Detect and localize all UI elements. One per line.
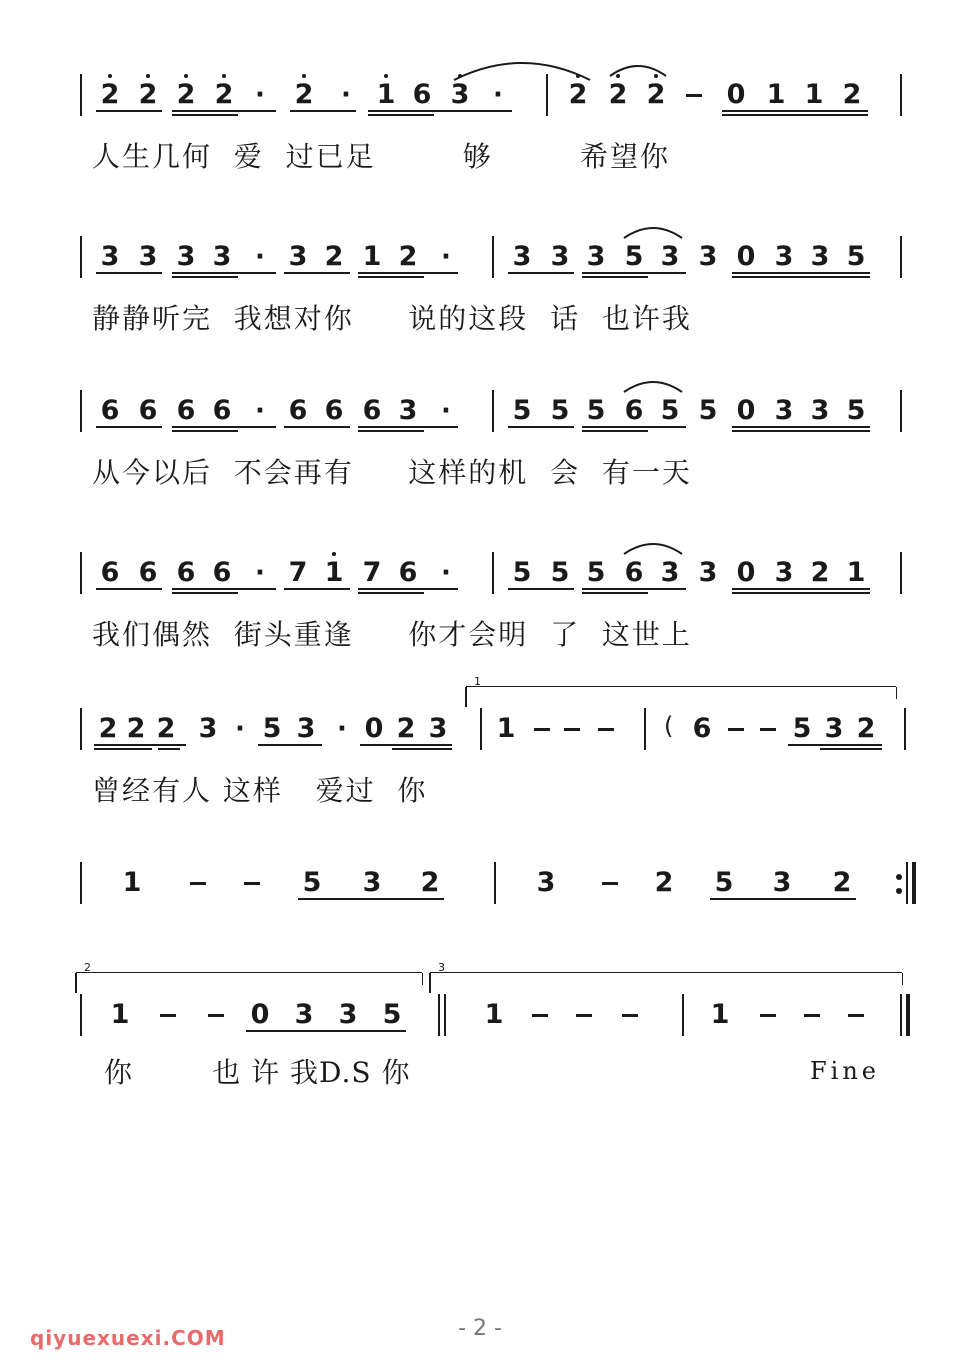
underline bbox=[358, 592, 424, 594]
volta-hook bbox=[422, 973, 424, 985]
note: 0 bbox=[736, 241, 756, 272]
note: 1 bbox=[362, 241, 382, 272]
dash bbox=[602, 882, 618, 885]
note: 0 bbox=[364, 713, 384, 744]
note: 3 bbox=[296, 713, 316, 744]
octave-dot bbox=[108, 74, 112, 78]
underline bbox=[710, 898, 856, 900]
volta-hook bbox=[75, 973, 77, 993]
lyrics-row-5: 曾经有人 这样 爱过 你 bbox=[92, 774, 428, 807]
note: 5 bbox=[846, 395, 866, 426]
barline bbox=[80, 862, 82, 904]
aug-dot: · bbox=[255, 242, 265, 272]
note: 3 bbox=[212, 241, 232, 272]
underline bbox=[284, 426, 350, 428]
note: 3 bbox=[774, 395, 794, 426]
underline bbox=[284, 272, 350, 274]
note: 1 bbox=[324, 557, 344, 588]
underline bbox=[368, 114, 434, 116]
barline bbox=[900, 552, 902, 594]
underline bbox=[284, 588, 350, 590]
note: 2 bbox=[396, 713, 416, 744]
note: 3 bbox=[586, 241, 606, 272]
note: 0 bbox=[736, 395, 756, 426]
note: 5 bbox=[624, 241, 644, 272]
underline bbox=[732, 272, 870, 274]
note: 6 bbox=[212, 557, 232, 588]
note: 2 bbox=[420, 867, 440, 898]
note: 2 bbox=[856, 713, 876, 744]
note: 2 bbox=[832, 867, 852, 898]
dash bbox=[532, 1014, 548, 1017]
note: 0 bbox=[726, 79, 746, 110]
barline bbox=[80, 708, 82, 750]
underline bbox=[290, 110, 356, 112]
underline bbox=[358, 272, 458, 274]
note: 6 bbox=[138, 395, 158, 426]
underline bbox=[96, 426, 162, 428]
open-paren: ( bbox=[664, 712, 674, 740]
note: 3 bbox=[100, 241, 120, 272]
repeat-dot bbox=[896, 888, 902, 894]
note: 5 bbox=[586, 557, 606, 588]
underline bbox=[298, 898, 444, 900]
barline bbox=[492, 552, 494, 594]
octave-dot bbox=[332, 552, 336, 556]
barline bbox=[900, 74, 902, 116]
note: 2 bbox=[608, 79, 628, 110]
underline bbox=[246, 1030, 406, 1032]
note: 5 bbox=[550, 395, 570, 426]
note: 2 bbox=[810, 557, 830, 588]
underline bbox=[358, 588, 458, 590]
note: 1 bbox=[376, 79, 396, 110]
dash bbox=[208, 1014, 224, 1017]
underline bbox=[358, 430, 424, 432]
note: 3 bbox=[660, 241, 680, 272]
note: 1 bbox=[804, 79, 824, 110]
aug-dot: · bbox=[255, 396, 265, 426]
repeat-dot bbox=[896, 874, 902, 880]
underline bbox=[508, 426, 574, 428]
note: 6 bbox=[176, 557, 196, 588]
note: 3 bbox=[698, 241, 718, 272]
barline bbox=[546, 74, 548, 116]
barline bbox=[900, 994, 902, 1036]
dash bbox=[598, 728, 614, 731]
note: 5 bbox=[550, 557, 570, 588]
note: 1 bbox=[484, 999, 504, 1030]
barline-thick bbox=[912, 862, 916, 904]
note: 2 bbox=[294, 79, 314, 110]
note: 2 bbox=[176, 79, 196, 110]
lyrics-row-4: 我们偶然 街头重逢 你才会明 了 这世上 bbox=[92, 618, 692, 651]
underline bbox=[732, 426, 870, 428]
note: 3 bbox=[810, 395, 830, 426]
barline bbox=[900, 390, 902, 432]
volta-hook bbox=[465, 687, 467, 707]
volta-number: 3 bbox=[438, 961, 445, 974]
note: 3 bbox=[450, 79, 470, 110]
dash bbox=[760, 728, 776, 731]
lyrics-row-7: 你 也 许 我D.S 你 bbox=[104, 1056, 411, 1089]
octave-dot bbox=[576, 74, 580, 78]
note: 5 bbox=[846, 241, 866, 272]
fine-marking: Fine bbox=[810, 1057, 880, 1085]
underline bbox=[358, 426, 458, 428]
barline bbox=[80, 552, 82, 594]
octave-dot bbox=[184, 74, 188, 78]
note: 5 bbox=[660, 395, 680, 426]
note: 1 bbox=[122, 867, 142, 898]
note: 5 bbox=[512, 557, 532, 588]
note: 3 bbox=[774, 557, 794, 588]
note: 3 bbox=[774, 241, 794, 272]
underline bbox=[582, 276, 648, 278]
note: 3 bbox=[772, 867, 792, 898]
note: 6 bbox=[138, 557, 158, 588]
note: 6 bbox=[100, 557, 120, 588]
underline bbox=[582, 588, 686, 590]
octave-dot bbox=[146, 74, 150, 78]
note: 3 bbox=[138, 241, 158, 272]
underline bbox=[446, 110, 512, 112]
page-number: - 2 - bbox=[458, 1316, 502, 1341]
note: 1 bbox=[846, 557, 866, 588]
note: 2 bbox=[398, 241, 418, 272]
aug-dot: · bbox=[235, 714, 245, 744]
note: 2 bbox=[324, 241, 344, 272]
note: 6 bbox=[692, 713, 712, 744]
aug-dot: · bbox=[255, 80, 265, 110]
barline-thick bbox=[906, 994, 910, 1036]
note: 2 bbox=[156, 713, 176, 744]
note: 6 bbox=[362, 395, 382, 426]
volta-number: 1 bbox=[474, 675, 481, 688]
note: 6 bbox=[288, 395, 308, 426]
note: 2 bbox=[646, 79, 666, 110]
barline bbox=[80, 74, 82, 116]
note: 6 bbox=[624, 395, 644, 426]
barline bbox=[644, 708, 646, 750]
barline bbox=[438, 994, 440, 1036]
note: 3 bbox=[288, 241, 308, 272]
note: 3 bbox=[824, 713, 844, 744]
underline bbox=[96, 272, 162, 274]
dash bbox=[576, 1014, 592, 1017]
tie-arc bbox=[622, 376, 684, 396]
tie-arc bbox=[608, 60, 668, 80]
note: 3 bbox=[428, 713, 448, 744]
dash bbox=[564, 728, 580, 731]
underline bbox=[788, 744, 882, 746]
lyrics-row-1: 人生几何 爱 过已足 够 希望你 bbox=[92, 140, 671, 173]
underline bbox=[172, 430, 238, 432]
site-watermark: qiyuexuexi.COM bbox=[30, 1326, 226, 1350]
underline bbox=[172, 426, 276, 428]
underline bbox=[172, 272, 276, 274]
underline bbox=[508, 588, 574, 590]
note: 2 bbox=[138, 79, 158, 110]
note: 3 bbox=[550, 241, 570, 272]
note: 1 bbox=[766, 79, 786, 110]
volta-bracket-2 bbox=[76, 961, 422, 993]
underline bbox=[172, 588, 276, 590]
note: 7 bbox=[362, 557, 382, 588]
underline bbox=[732, 430, 870, 432]
note: 5 bbox=[586, 395, 606, 426]
underline bbox=[732, 592, 870, 594]
barline bbox=[492, 236, 494, 278]
barline bbox=[492, 390, 494, 432]
note: 0 bbox=[736, 557, 756, 588]
barline bbox=[682, 994, 684, 1036]
underline bbox=[582, 272, 686, 274]
volta-hook bbox=[429, 973, 431, 993]
barline bbox=[80, 994, 82, 1036]
dash bbox=[244, 882, 260, 885]
dash bbox=[534, 728, 550, 731]
underline bbox=[158, 748, 180, 750]
aug-dot: · bbox=[493, 80, 503, 110]
octave-dot bbox=[222, 74, 226, 78]
note: 6 bbox=[398, 557, 418, 588]
lyrics-row-2: 静静听完 我想对你 说的这段 话 也许我 bbox=[92, 302, 692, 335]
underline bbox=[722, 114, 868, 116]
barline bbox=[900, 236, 902, 278]
octave-dot bbox=[384, 74, 388, 78]
note: 3 bbox=[512, 241, 532, 272]
note: 5 bbox=[792, 713, 812, 744]
dash bbox=[622, 1014, 638, 1017]
note: 2 bbox=[98, 713, 118, 744]
volta-hook bbox=[902, 973, 904, 985]
underline bbox=[508, 272, 574, 274]
aug-dot: · bbox=[337, 714, 347, 744]
underline bbox=[360, 744, 452, 746]
tie-arc bbox=[622, 538, 684, 558]
underline bbox=[258, 744, 322, 746]
note: 2 bbox=[654, 867, 674, 898]
note: 1 bbox=[710, 999, 730, 1030]
barline bbox=[80, 390, 82, 432]
note: 1 bbox=[496, 713, 516, 744]
underline bbox=[358, 276, 424, 278]
underline bbox=[172, 276, 238, 278]
note: 6 bbox=[100, 395, 120, 426]
note: 3 bbox=[810, 241, 830, 272]
aug-dot: · bbox=[441, 396, 451, 426]
underline bbox=[582, 592, 648, 594]
underline bbox=[96, 110, 162, 112]
note: 2 bbox=[100, 79, 120, 110]
barline bbox=[444, 994, 446, 1036]
underline bbox=[732, 276, 870, 278]
note: 5 bbox=[714, 867, 734, 898]
dash bbox=[160, 1014, 176, 1017]
note: 3 bbox=[362, 867, 382, 898]
volta-hook bbox=[896, 687, 898, 699]
note: 2 bbox=[842, 79, 862, 110]
note: 3 bbox=[398, 395, 418, 426]
note: 3 bbox=[698, 557, 718, 588]
note: 3 bbox=[294, 999, 314, 1030]
underline bbox=[582, 430, 648, 432]
volta-number: 2 bbox=[84, 961, 91, 974]
note: 3 bbox=[536, 867, 556, 898]
underline bbox=[392, 748, 452, 750]
lyrics-row-3: 从今以后 不会再有 这样的机 会 有一天 bbox=[92, 456, 692, 489]
underline bbox=[732, 588, 870, 590]
note: 6 bbox=[176, 395, 196, 426]
volta-bracket-1 bbox=[466, 675, 896, 707]
aug-dot: · bbox=[255, 558, 265, 588]
dash bbox=[804, 1014, 820, 1017]
note: 3 bbox=[338, 999, 358, 1030]
dash bbox=[728, 728, 744, 731]
underline bbox=[172, 592, 238, 594]
note: 6 bbox=[324, 395, 344, 426]
note: 2 bbox=[568, 79, 588, 110]
note: 5 bbox=[302, 867, 322, 898]
note: 5 bbox=[262, 713, 282, 744]
barline bbox=[906, 862, 908, 904]
dash bbox=[190, 882, 206, 885]
tie-arc bbox=[622, 222, 684, 242]
note: 3 bbox=[176, 241, 196, 272]
note: 6 bbox=[412, 79, 432, 110]
note: 2 bbox=[126, 713, 146, 744]
aug-dot: · bbox=[441, 558, 451, 588]
note: 6 bbox=[624, 557, 644, 588]
barline bbox=[904, 708, 906, 750]
underline bbox=[94, 744, 186, 746]
note: 2 bbox=[214, 79, 234, 110]
note: 3 bbox=[198, 713, 218, 744]
underline bbox=[96, 588, 162, 590]
aug-dot: · bbox=[341, 80, 351, 110]
underline bbox=[722, 110, 868, 112]
volta-bracket-3 bbox=[430, 961, 902, 993]
dash bbox=[760, 1014, 776, 1017]
note: 0 bbox=[250, 999, 270, 1030]
barline bbox=[480, 708, 482, 750]
note: 7 bbox=[288, 557, 308, 588]
barline bbox=[80, 236, 82, 278]
note: 1 bbox=[110, 999, 130, 1030]
dash bbox=[686, 94, 702, 97]
octave-dot bbox=[302, 74, 306, 78]
underline bbox=[94, 748, 152, 750]
dash bbox=[848, 1014, 864, 1017]
note: 5 bbox=[382, 999, 402, 1030]
barline bbox=[494, 862, 496, 904]
note: 5 bbox=[698, 395, 718, 426]
note: 6 bbox=[212, 395, 232, 426]
aug-dot: · bbox=[441, 242, 451, 272]
underline bbox=[820, 748, 882, 750]
note: 5 bbox=[512, 395, 532, 426]
underline bbox=[172, 110, 276, 112]
underline bbox=[172, 114, 238, 116]
note: 3 bbox=[660, 557, 680, 588]
underline bbox=[582, 426, 686, 428]
